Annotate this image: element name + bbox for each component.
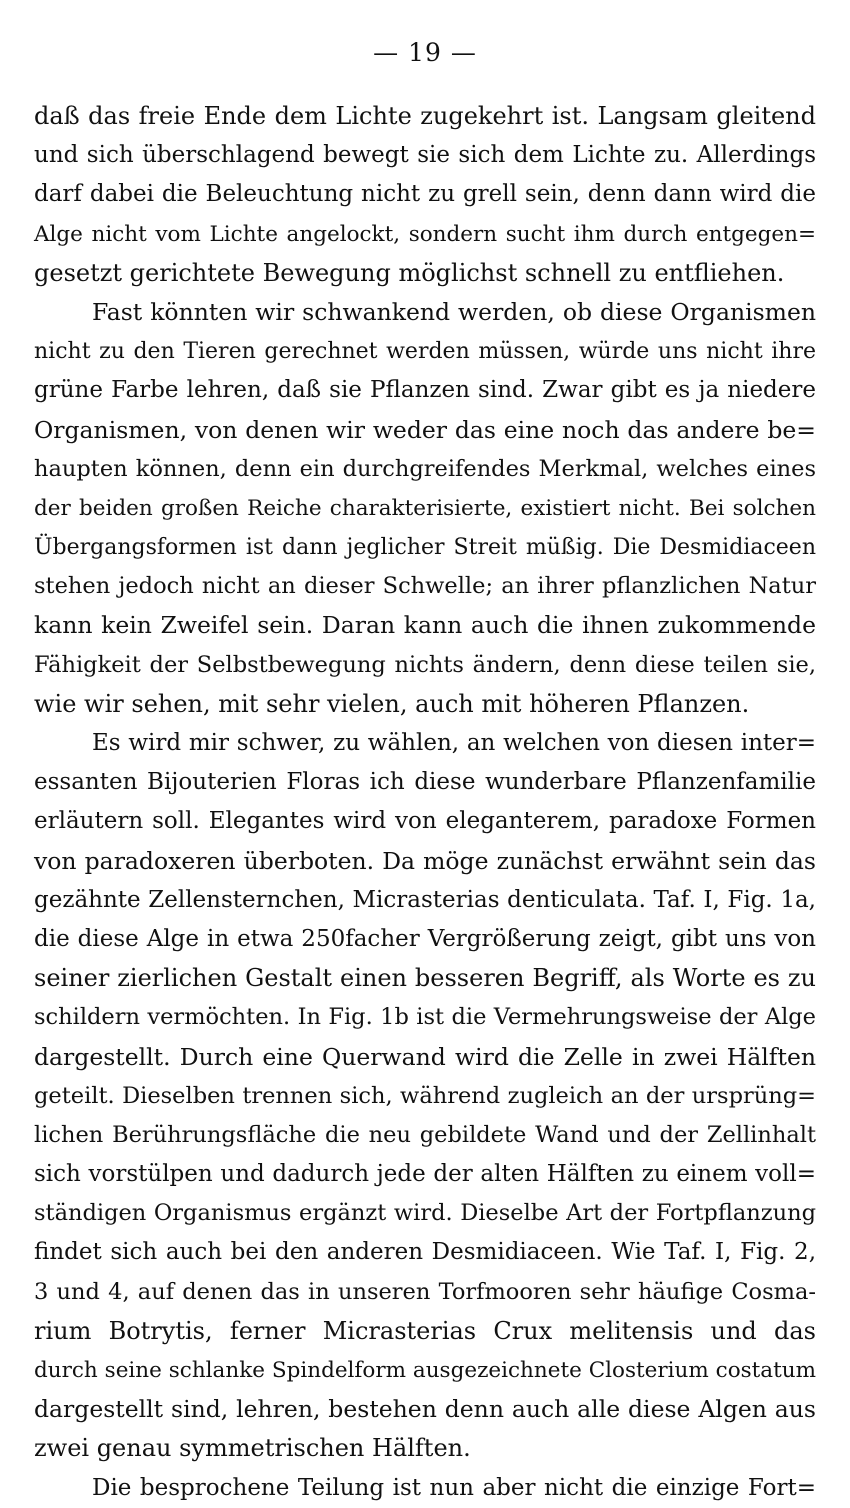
page-number: — 19 — xyxy=(373,38,477,67)
text-line: lichen Berührungsfläche die neu gebildete Wand und der Zellinhalt xyxy=(34,1121,816,1148)
text-line: gezähnte Zellensternchen, Micrasterias denticulata. Taf. I, Fig. 1a, xyxy=(34,886,816,913)
body-text xyxy=(34,97,816,1508)
text-line: dargestellt sind, lehren, bestehen denn auch alle diese Algen aus xyxy=(34,1395,816,1424)
text-line: die diese Alge in etwa 250facher Vergrößerung zeigt, gibt uns von xyxy=(34,925,816,952)
text-line: ständigen Organismus ergänzt wird. Dieselbe Art der Fortpflanzung xyxy=(34,1200,816,1227)
text-line: haupten können, denn ein durchgreifendes Merkmal, welches eines xyxy=(34,455,816,482)
text-line: wie wir sehen, mit sehr vielen, auch mit höheren Pflanzen. xyxy=(34,689,750,718)
text-line: schildern vermöchten. In Fig. 1b ist die Vermehrungsweise der Alge xyxy=(34,1004,816,1031)
text-line: Die besprochene Teilung ist nun aber nicht die einzige Fort= xyxy=(92,1474,816,1501)
text-line: essanten Bijouterien Floras ich diese wunderbare Pflanzenfamilie xyxy=(34,769,816,796)
text-line: Fähigkeit der Selbstbewegung nichts ändern, denn diese teilen sie, xyxy=(34,651,816,678)
text-line: Fast könnten wir schwankend werden, ob diese Organismen xyxy=(92,297,816,326)
text-line: Übergangsformen ist dann jeglicher Streit müßig. Die Desmidiaceen xyxy=(34,535,816,561)
text-line: darf dabei die Beleuchtung nicht zu grell sein, denn dann wird die xyxy=(34,181,816,208)
text-line: geteilt. Dieselben trennen sich, während zugleich an der ursprüng= xyxy=(34,1082,816,1109)
text-line: Es wird mir schwer, zu wählen, an welchen von diesen inter= xyxy=(92,730,816,756)
text-line: findet sich auch bei den anderen Desmidiaceen. Wie Taf. I, Fig. 2, xyxy=(34,1239,816,1266)
text-line: zwei genau symmetrischen Hälften. xyxy=(34,1434,471,1463)
text-line: sich vorstülpen und dadurch jede der alten Hälften zu einem voll= xyxy=(34,1161,816,1188)
text-line: seiner zierlichen Gestalt einen besseren Begriff, als Worte es zu xyxy=(34,964,816,993)
text-line: Organismen, von denen wir weder das eine noch das andere be= xyxy=(34,415,816,444)
text-line: grüne Farbe lehren, daß sie Pflanzen sind. Zwar gibt es ja niedere xyxy=(34,377,816,404)
text-line: nicht zu den Tieren gerechnet werden müssen, würde uns nicht ihre xyxy=(34,339,816,365)
text-line: dargestellt. Durch eine Querwand wird die Zelle in zwei Hälften xyxy=(34,1042,816,1071)
text-line: von paradoxeren überboten. Da möge zunächst erwähnt sein das xyxy=(34,846,816,875)
text-line: daß das freie Ende dem Lichte zugekehrt ist. Langsam gleitend xyxy=(34,102,816,130)
text-line: 3 und 4, auf denen das in unseren Torfmooren sehr häufige Cosma- xyxy=(34,1278,816,1305)
text-line: kann kein Zweifel sein. Daran kann auch die ihnen zukommende xyxy=(34,611,816,640)
text-line: rium Botrytis, ferner Micrasterias Crux melitensis und das xyxy=(34,1316,816,1345)
text-line: stehen jedoch nicht an dieser Schwelle; an ihrer pflanzlichen Natur xyxy=(34,573,816,600)
text-line: der beiden großen Reiche charakterisierte, existiert nicht. Bei solchen xyxy=(34,495,816,521)
text-line: durch seine schlanke Spindelform ausgezeichnete Closterium costatum xyxy=(34,1358,816,1383)
text-line: und sich überschlagend bewegt sie sich dem Lichte zu. Allerdings xyxy=(34,142,816,169)
text-line: erläutern soll. Elegantes wird von eleganterem, paradoxe Formen xyxy=(34,808,816,835)
text-line: gesetzt gerichtete Bewegung möglichst schnell zu entfliehen. xyxy=(34,258,785,287)
text-line: Alge nicht vom Lichte angelockt, sondern sucht ihm durch entgegen= xyxy=(34,221,816,247)
